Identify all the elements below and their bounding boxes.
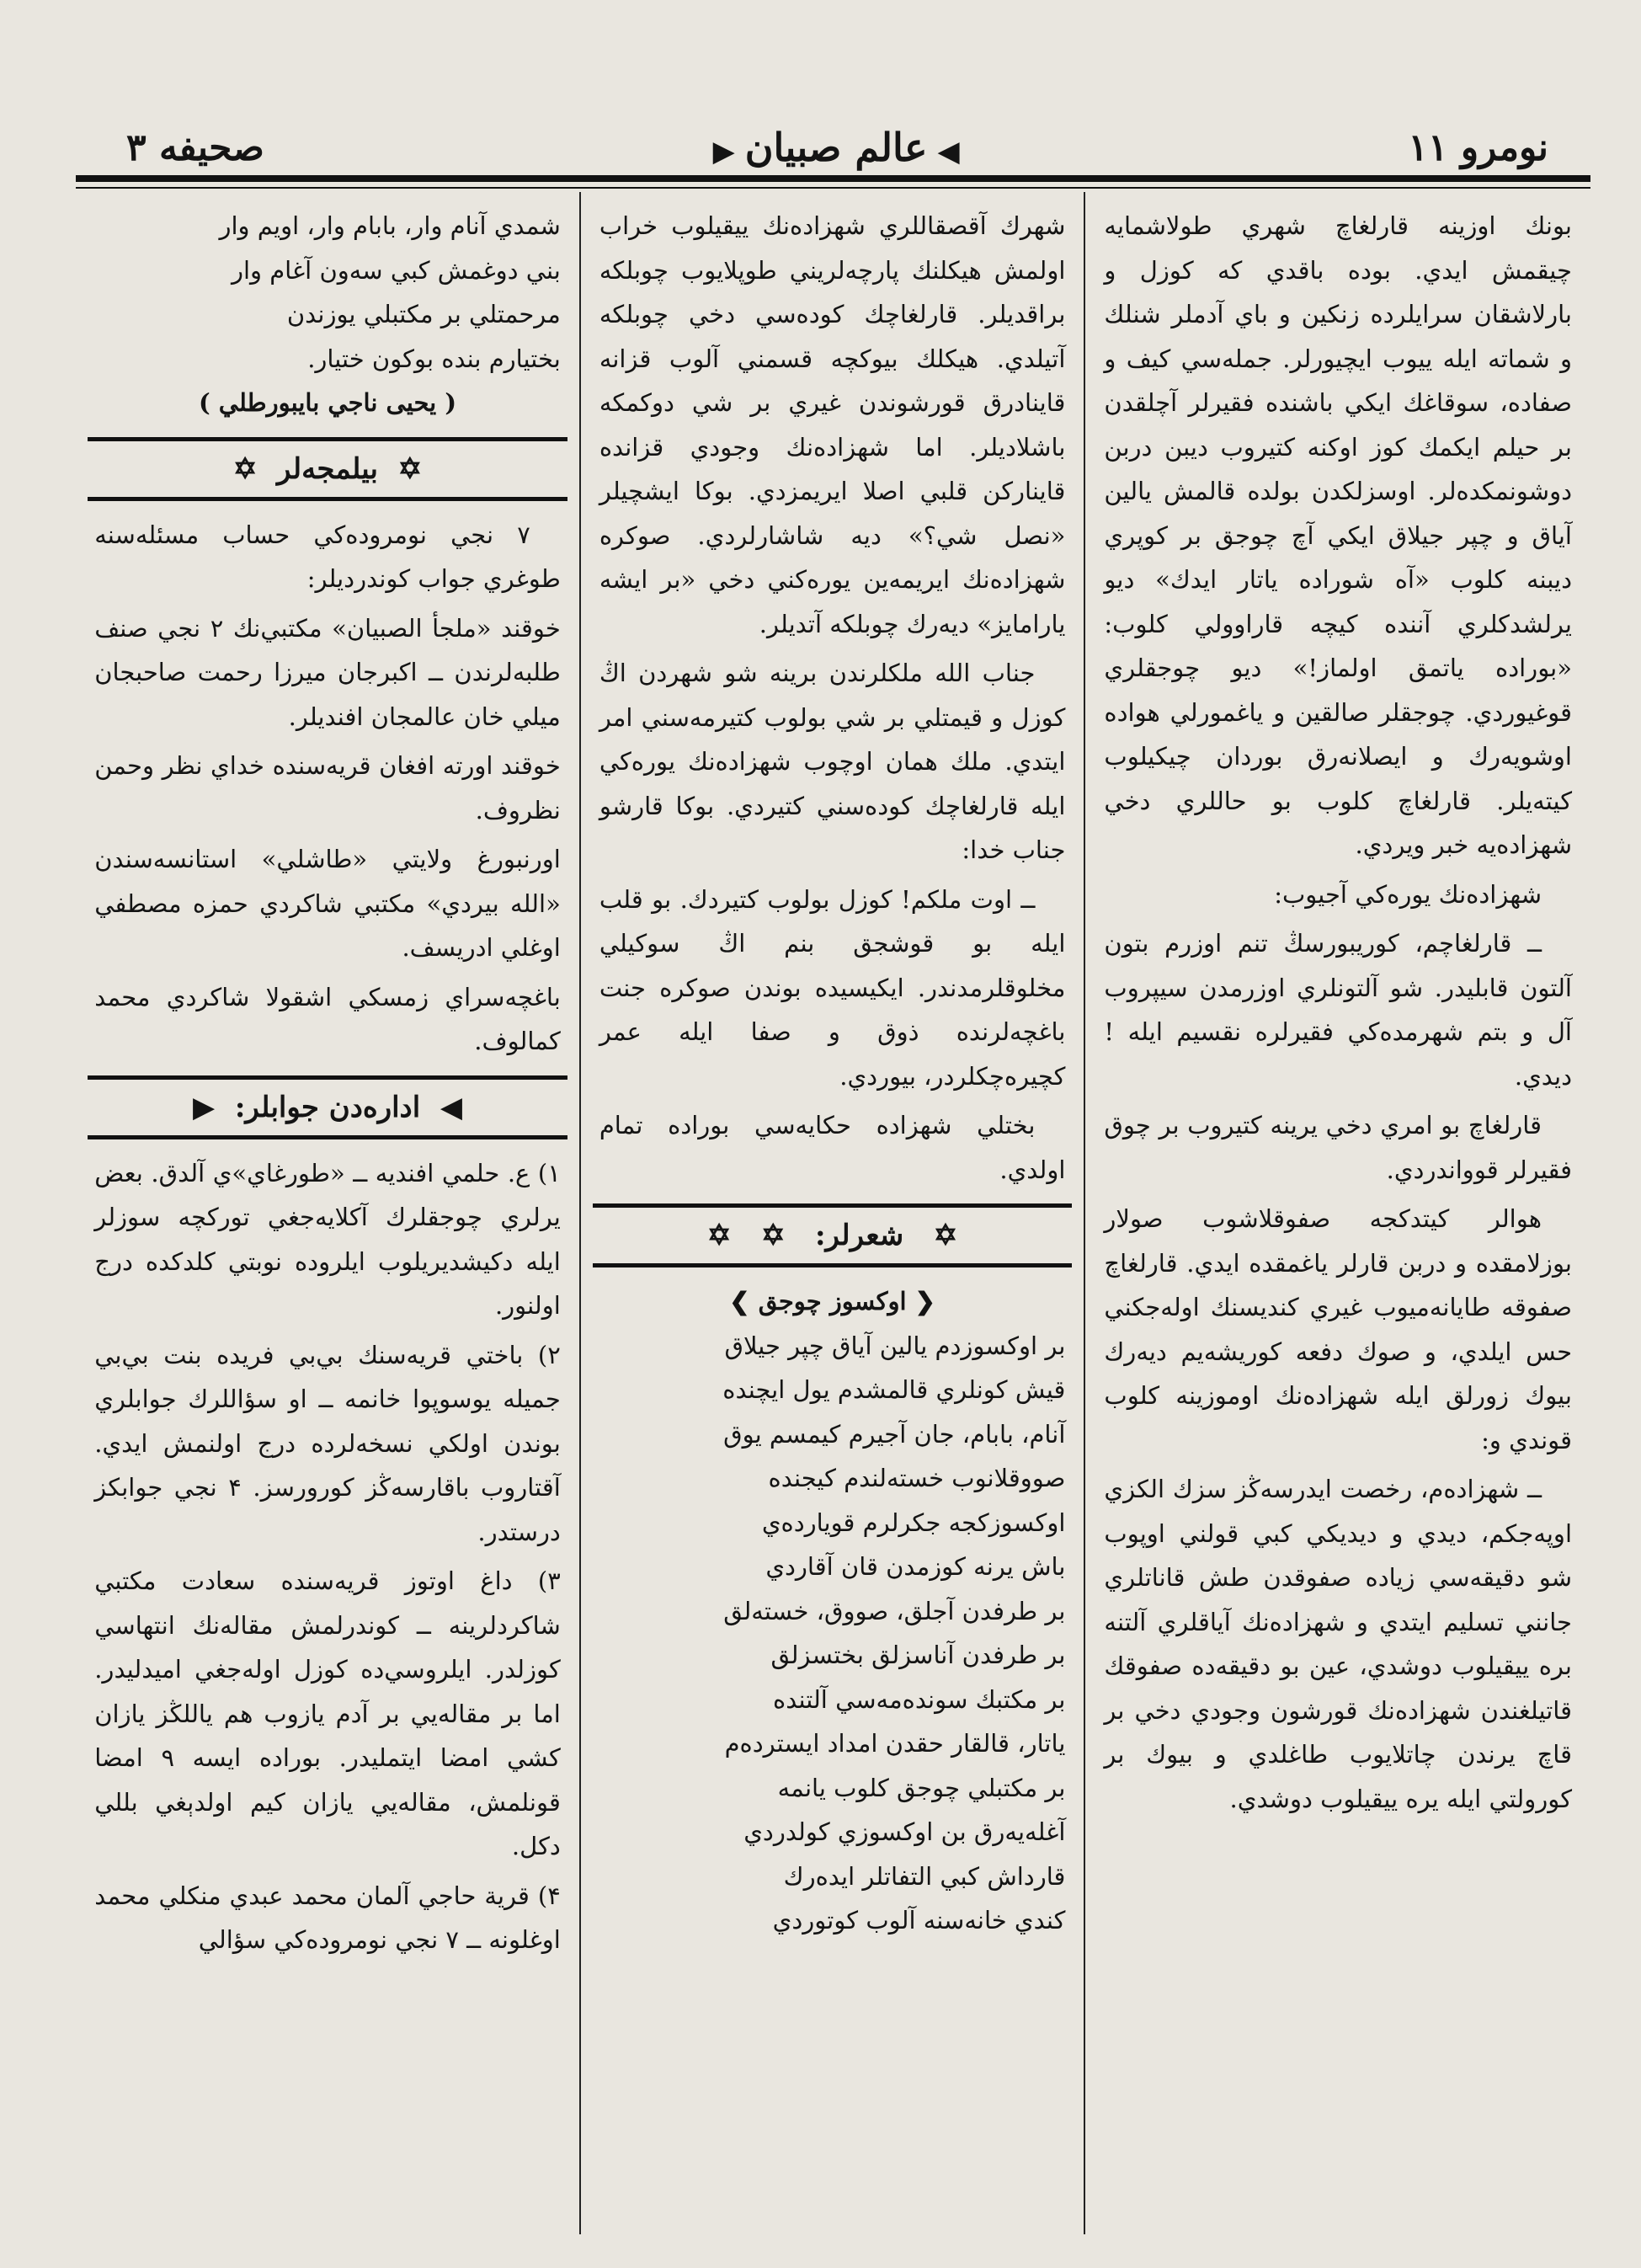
- riddles-heading: [88, 437, 567, 501]
- poem-title-text: اوكسوز چوجق: [758, 1287, 907, 1315]
- ornament-left-icon: ▶: [712, 135, 735, 168]
- page-number: صحيفه ۳: [126, 125, 264, 169]
- poem-line: باش يرنه كوزمدن قان آقاردي: [765, 1552, 1066, 1581]
- poem-line: بني دوغمش كبي سەون آغام وار: [231, 255, 561, 285]
- answers-heading-text: ادارەدن جوابلر:: [234, 1090, 421, 1124]
- ornament-right-icon: ◀: [937, 135, 960, 168]
- poem-line: قيش كونلري قالمشدم يول ايچنده: [722, 1375, 1066, 1404]
- poem-title: [599, 1279, 1066, 1324]
- story-paragraph: شهرك آقصقاللري شهزادەنك ييقيلوب خراب اولمش هيكلنك پارچەلريني طوپلايوب چوبلكه براقديلر. قارلغاچك كوده‌سي دخي چوبلكه آتيلدي. هيكلك بيوكچه قسمني آلوب قزانه قاينادرق قورشوندن غيري بر شي دوكمكه باشلاديلر. اما شهزادەنك وجودي قزانده قايناركن قلبي اصلا ايريمزدي. بوكا ايشچيلر «نصل شي؟» ديه شاشارلردي. صوكره شهزادەنك ايريمه‌ين يوره‌كني دخي «بر ايشه يارامايز» ديەرك چوبلكه آتديلر.: [599, 211, 1066, 638]
- story-paragraph: ــ اوت ملكم! كوزل بولوب كتيردك. بو قلب ايله بو قوشجق بنم اڭ سوكيلي مخلوقلرمدندر. ايكيسيده بوندن صوكره جنت باغچەلرنده ذوق و صفا ايله عمر كچيره‌چكلردر، بيوردي.: [599, 884, 1066, 1091]
- poem-line: بختيارم بنده بوكون ختيار.: [307, 344, 561, 373]
- poem-line: كندي خانەسنه آلوب كوتوردي: [772, 1906, 1066, 1934]
- poem-line: صووقلانوب خستەلندم كيجنده: [768, 1464, 1066, 1492]
- newspaper-title: [703, 125, 970, 170]
- poem-line: قارداش كبي التفاتلر ايدەرك: [783, 1861, 1066, 1891]
- ornament-icon: ❯: [729, 1287, 750, 1315]
- answers-paragraph: ۳) داغ اوتوز قريەسنده سعادت مكتبي شاكردلرينه ــ كوندرلمش مقالەنك انتهاسي كوزلدر. ايلروسي‌ده كوزل اولەجغي اميدليدر. اما بر مقالەيي بر آدم يازوب هم ياللڭز يازان كشي امضا ايتمليدر. بوراده ايسه ۹ امضا قونلمش، مقالەيي يازان كيم اولدېغي بللي دكل.: [94, 1566, 561, 1860]
- ornament-icon: ▶: [193, 1090, 216, 1124]
- answers-heading: [88, 1075, 567, 1139]
- poems-heading-text: شعرلر:: [814, 1219, 904, 1252]
- story-paragraph: شهزادەنك يوره‌كي آجيوب:: [1274, 879, 1542, 909]
- ornament-icon: ◀: [440, 1090, 462, 1124]
- star-icon: ✡: [760, 1219, 786, 1252]
- star-icon: ✡: [232, 451, 258, 486]
- issue-number: نومرو ۱۱: [1408, 125, 1548, 169]
- riddles-paragraph: ۷ نجي نومروده‌كي حساب مسئلەسنه طوغري جواب كوندرديلر:: [94, 520, 561, 593]
- column-middle: [581, 192, 1086, 2234]
- poem-line: بر اوكسوزدم يالين آياق چپر جيلاق: [724, 1331, 1066, 1360]
- riddles-paragraph: باغچەسراي زمسكي اشقولا شاكردي محمد كمالوف.: [94, 982, 561, 1055]
- title-text: عالم صبيان: [744, 125, 928, 170]
- story-paragraph: ــ شهزادەم، رخصت ايدرسەڭز سزك الكزي اوپەجكم، ديدي و ديديكي كبي قولني اوپوب شو دقيقەسي زياده صفوقدن طش قاناتلري جانني تسليم ايتدي و شهزادەنك آياقلري آلتنه بره ييقيلوب دوشدي، عين بو دقيقەده صفوقك قاتيلغندن شهزادەنك قورشون وجودي دخي بر قاچ يرندن چاتلايوب طاغلدي و بيوك بر كورولتي ايله يره ييقيلوب دوشدي.: [1104, 1475, 1572, 1813]
- column-left: [76, 192, 581, 2234]
- poem-line: بر طرفدن آجلق، صووق، خستەلق: [723, 1596, 1066, 1625]
- ornament-icon: ❮: [914, 1287, 935, 1315]
- poem-signature: ( يحيى ناجي بايبورطلي ): [198, 388, 457, 417]
- poem-line: آنام، بابام، جان آجيرم كيمسم يوق: [723, 1419, 1066, 1449]
- column-right: [1085, 192, 1590, 2234]
- poem-line: ياتار، قالقار حقدن امداد ايسترده‌م: [724, 1729, 1066, 1758]
- story-paragraph: قارلغاچ بو امري دخي يرينه كتيروب بر چوق فقيرلر قوواندردي.: [1104, 1111, 1572, 1184]
- story-ending: بختلي شهزاده حكايەسي بوراده تمام اولدي.: [599, 1111, 1066, 1184]
- riddles-paragraph: خوقند «ملجأ الصبيان» مكتبي‌نك ۲ نجي صنف طلبەلرندن ــ اكبرجان ميرزا رحمت صاحبجان ميلي خان عالمجان افنديلر.: [94, 613, 561, 731]
- masthead: [126, 118, 1548, 177]
- poem-line: آغلەيەرق بن اوكسوزي كولدردي: [743, 1817, 1066, 1846]
- poem-body: [599, 1324, 1066, 1943]
- poem-line: شمدي آنام وار، بابام وار، اويم وار: [219, 211, 561, 240]
- poem-line: بر مكتبك سونده‌مه‌سي آلتنده: [773, 1684, 1066, 1714]
- poems-heading: [593, 1203, 1073, 1267]
- columns: [76, 192, 1590, 2234]
- answers-paragraph: ۴) قرية حاجي آلمان محمد عبدي منكلي محمد اوغلونه ــ ۷ نجي نومروده‌كي سؤالي: [94, 1881, 561, 1954]
- riddles-heading-text: بيلمجەلر: [277, 451, 378, 486]
- poem-line: مرحمتلي بر مكتبلي يوزندن: [286, 300, 561, 328]
- story-paragraph: بونك اوزينه قارلغاچ شهري طولاشمايه چيقمش ايدي. بوده باقدي كه كوزل و بارلاشقان سرايلرده زنكين و باي آدملر شنلك و شماته ايله ييوب ايچيورلر. جملەسي كيف و صفاده، سوقاغك ايكي باشندە فقيرلر آچلقدن بر حيلم ايكمك كوز اوكنه كتيروب ديبن دربن دوشونمكدەلر. اوسزلكدن بولدە قالمش يالين آياق و چپر جيلاق ايكي آچ چوجق بر كوپري ديبنه كلوب «آه شوراده ياتار ايدك» ديو يرلشدكلري آننده كيچه قاراوولي كلوب: «بوراده ياتمق اولماز!» ديو چوجقلري قوغيوردي. چوجقلر صالقين و ياغمورلي هواده اوشويەرك و ايصلانەرق بوردان چيكيلوب كيتەيلر. قارلغاچ كلوب بو حاللري دخي شهزادەيه خبر ويردي.: [1104, 211, 1572, 859]
- star-icon: ✡: [397, 451, 423, 486]
- story-paragraph: هوالر كيتدكجه صفوقلاشوب صولار بوزلامقده و دربن قارلر ياغمقده ايدي. قارلغاچ صفوقه طايانەميوب غيري كنديسنك اولەجكني حس ايلدي، و صوك دفعه كوريشەيم ديەرك بيوك زورلق ايله شهزادەنك اوموزينه كلوب قوندي و:: [1104, 1204, 1572, 1454]
- story-paragraph: جناب الله ملكلرندن برينه شو شهردن اڭ كوزل و قيمتلي بر شي بولوب كتيرمەسني امر ايتدي. ملك همان اوچوب شهزادەنك يوره‌كي ايله قارلغاچك كوده‌سني كتيردي. بوكا قارشو جناب خدا:: [599, 659, 1066, 864]
- answers-paragraph: ۲) باختي قريەسنك بي‌بي فريده بنت بي‌بي جميله يوسوپوا خانمه ــ او سؤاللرك جوابلري بوندن اولكي نسخەلرده درج اولنمش ايدي. آقتاروب باقارسەڭز كورورسز. ۴ نجي جوابكز درستدر.: [94, 1340, 561, 1546]
- poem-line: بر طرفدن آناسزلق بختسزلق: [770, 1641, 1066, 1669]
- poem-line: اوكسوزكجه جكرلرم قويارده‌ي: [761, 1508, 1066, 1537]
- answers-paragraph: ۱) ع. حلمي افنديه ــ «طورغاي»ي آلدق. بعض يرلري چوجقلرك آكلايەجغي توركچه سوزلر ايله دكيشديريلوب ايلروده نوبتي كلدكده درج اولنور.: [94, 1158, 561, 1320]
- poem-line: بر مكتبلي چوجق كلوب يانمه: [777, 1773, 1066, 1802]
- poem-continuation: [94, 204, 561, 381]
- riddles-paragraph: خوقند اورته افغان قريەسنده خداي نظر وحمن نظروف.: [94, 751, 561, 824]
- masthead-rule-thin: [76, 187, 1590, 189]
- star-icon: ✡: [706, 1219, 732, 1252]
- riddles-paragraph: اورنبورغ ولايتي «طاشلي» استانسەسندن «الله بيردي» مكتبي شاكردي حمزه مصطفي اوغلي ادريسف.: [94, 845, 561, 962]
- masthead-rule: [76, 175, 1590, 182]
- star-icon: ✡: [933, 1219, 958, 1252]
- story-paragraph: ــ قارلغاچم، كوريبورسڭ تنم اوزرم بتون آلتون قابليدر. شو آلتونلري اوزرمدن سيپروب آل و بتم شهرمدەكي فقيرلره نقسيم ايله ! ديدي.: [1104, 929, 1572, 1091]
